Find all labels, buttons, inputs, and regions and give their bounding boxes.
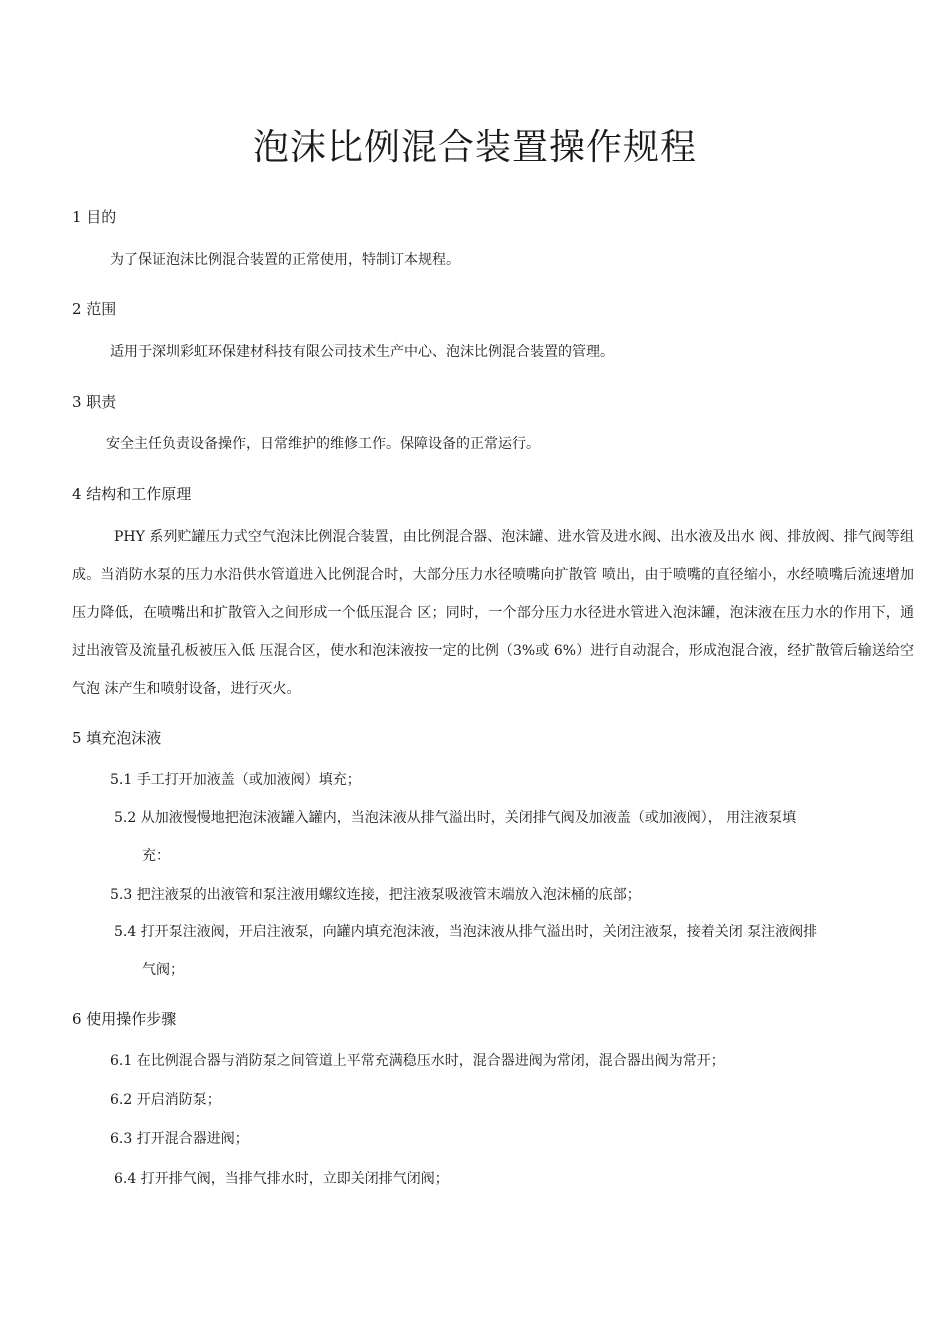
section-body-principle: PHY 系列贮罐压力式空气泡沫比例混合装置，由比例混合器、泡沫罐、进水管及进水阀、出水液及出水 阀、排放阀、排气阀等组成。当消防水泵的压力水沿供水管道进入比例混合时，大部分压力水径喷嘴向扩散管 喷出，由于喷嘴的直径缩小，水经喷嘴后流速增加压力降低，在喷嘴出和扩散管入之间形成一个低压混合 区；同时，一个部分压力水径进水管进入泡沫罐，泡沫液在压力水的作用下，通过出液管及流量孔板被压入低 压混合区，使水和泡沫液按一定的比例（3%或 6%）进行自动混合，形成泡混合液，经扩散管后输送给空气泡 沫产生和喷射设备，进行灭火。	[72, 529, 914, 697]
section-body-duty: 安全主任负责设备操作，日常维护的维修工作。保障设备的正常运行。	[106, 436, 540, 452]
section-heading-fill: 5 填充泡沫液	[72, 729, 162, 747]
section-body-purpose: 为了保证泡沫比例混合装置的正常使用，特制订本规程。	[110, 252, 460, 268]
fill-step-5-2-line1: 5.2 从加液慢慢地把泡沫液罐入罐内，当泡沫液从排气溢出时，关闭排气阀及加液盖（或加液阀）， 用注液泵填	[114, 810, 797, 826]
fill-step-5-4-line2: 气阀；	[142, 962, 184, 978]
document-title: 泡沫比例混合装置操作规程	[252, 127, 697, 168]
section-heading-principle: 4 结构和工作原理	[72, 485, 192, 503]
section-heading-scope: 2 范围	[72, 300, 117, 318]
section-heading-duty: 3 职责	[72, 393, 117, 411]
operation-step-6-3: 6.3 打开混合器进阀；	[110, 1131, 249, 1147]
fill-step-5-2	[114, 799, 914, 875]
operation-step-6-2: 6.2 开启消防泵；	[110, 1092, 221, 1108]
fill-step-5-2-line2: 充：	[142, 848, 170, 864]
operation-step-6-4: 6.4 打开排气阀，当排气排水时，立即关闭排气闭阀；	[114, 1171, 449, 1187]
section-heading-operation: 6 使用操作步骤	[72, 1010, 177, 1028]
fill-step-5-4	[114, 913, 914, 989]
section-heading-purpose: 1 目的	[72, 208, 117, 226]
fill-step-5-1: 5.1 手工打开加液盖（或加液阀）填充；	[110, 772, 361, 788]
operation-step-6-1: 6.1 在比例混合器与消防泵之间管道上平常充满稳压水时，混合器进阀为常闭，混合器出阀为常开；	[110, 1053, 725, 1069]
fill-step-5-4-line1: 5.4 打开泵注液阀，开启注液泵，向罐内填充泡沫液，当泡沫液从排气溢出时，关闭注液泵，接着关闭 泵注液阀排	[114, 924, 818, 940]
fill-step-5-3: 5.3 把注液泵的出液管和泵注液用螺纹连接，把注液泵吸液管末端放入泡沫桶的底部；	[110, 887, 641, 903]
section-body-scope: 适用于深圳彩虹环保建材科技有限公司技术生产中心、泡沫比例混合装置的管理。	[110, 344, 614, 360]
